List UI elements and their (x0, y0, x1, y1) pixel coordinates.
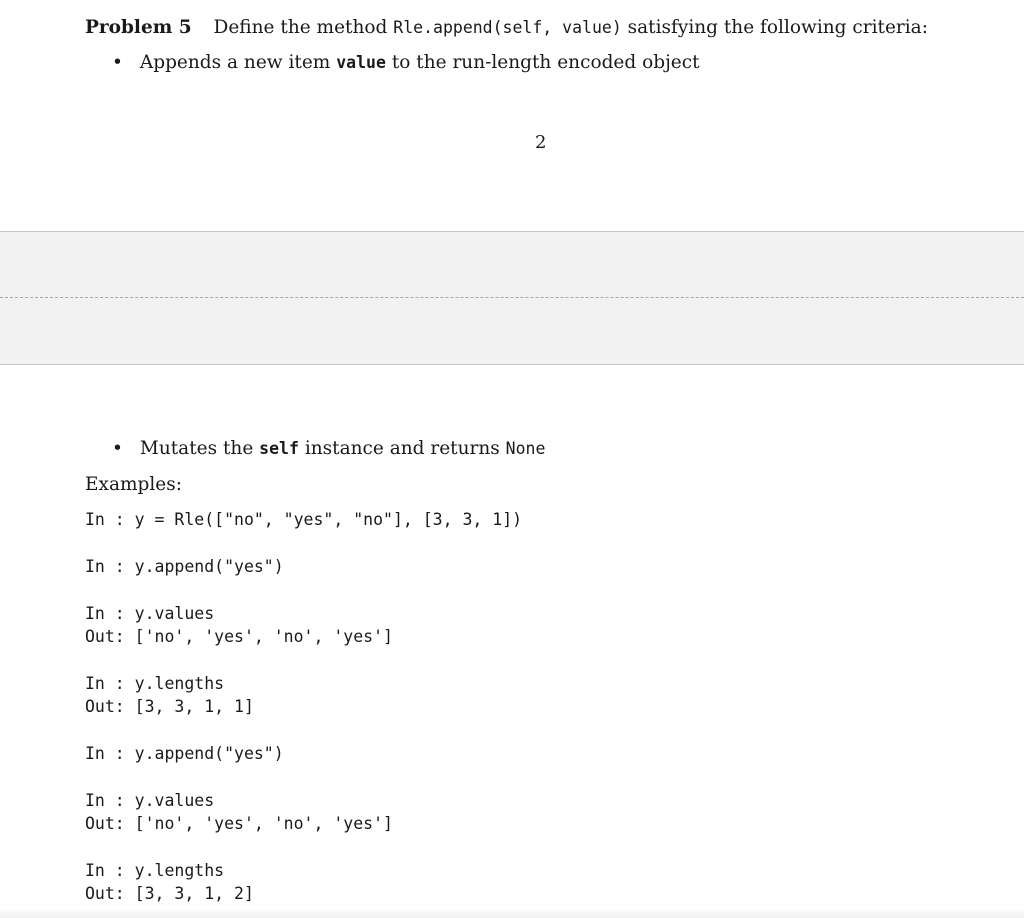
example-block (85, 602, 393, 648)
example-block (85, 859, 254, 905)
example-block (85, 555, 284, 578)
bullet-code: self (259, 439, 299, 458)
page-number: 2 (535, 132, 547, 153)
example-output-line: Out: ['no', 'yes', 'no', 'yes'] (85, 627, 393, 646)
page-separator (0, 231, 1024, 365)
example-input-line: In : y = Rle(["no", "yes", "no"], [3, 3, 1]) (85, 510, 523, 529)
bullet-prefix: Appends a new item (139, 52, 331, 73)
method-signature: Rle.append(self, value) (393, 18, 622, 37)
problem-intro: Define the method (213, 17, 388, 38)
example-block (85, 789, 393, 835)
page-break-line (0, 297, 1024, 298)
bullet-code-none: None (505, 439, 546, 458)
examples-label: Examples: (85, 474, 182, 495)
criteria-bullet-mutates (112, 437, 545, 461)
problem-intro-suffix: satisfying the following criteria: (627, 17, 928, 38)
bullet-code: value (336, 53, 386, 72)
bullet-prefix: Mutates the (139, 438, 254, 459)
bullet-suffix: to the run-length encoded object (391, 52, 700, 73)
problem-title: Problem 5 (85, 17, 192, 38)
bullet-middle: instance and returns (304, 438, 500, 459)
example-input-line: In : y.lengths (85, 861, 225, 880)
example-input-line: In : y.append("yes") (85, 744, 284, 763)
example-input-line: In : y.values (85, 791, 215, 810)
example-block (85, 672, 254, 718)
example-input-line: In : y.values (85, 604, 215, 623)
example-input-line: In : y.append("yes") (85, 557, 284, 576)
criteria-bullet-append (112, 51, 700, 75)
example-block (85, 742, 284, 765)
example-block (85, 508, 522, 531)
bullet-dot-icon: • (112, 52, 123, 73)
bottom-fade (0, 908, 1024, 918)
example-output-line: Out: [3, 3, 1, 2] (85, 884, 254, 903)
example-output-line: Out: ['no', 'yes', 'no', 'yes'] (85, 814, 393, 833)
example-output-line: Out: [3, 3, 1, 1] (85, 697, 254, 716)
bullet-dot-icon: • (112, 438, 123, 459)
example-input-line: In : y.lengths (85, 674, 225, 693)
problem-statement (85, 16, 928, 40)
